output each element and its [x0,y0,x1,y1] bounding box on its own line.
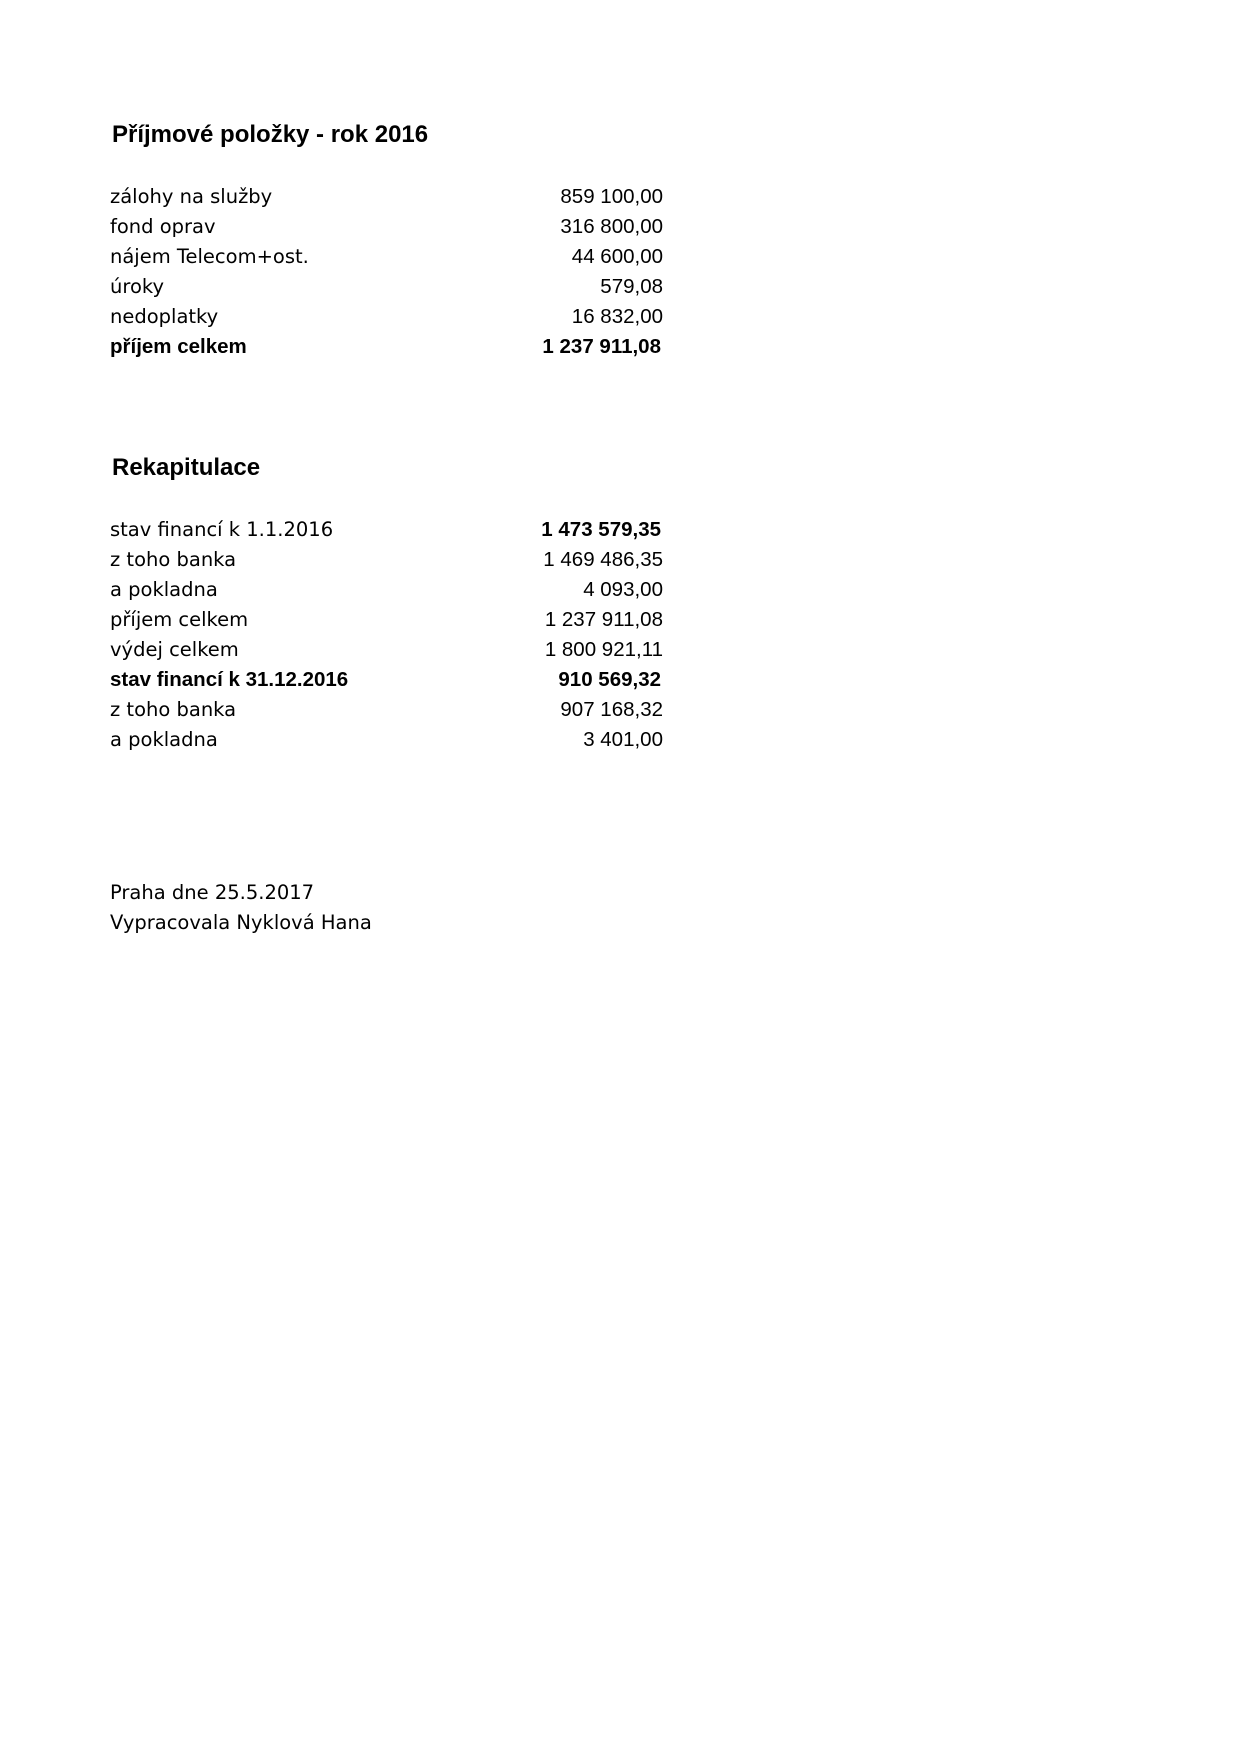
row-amount: 16 832,00 [571,305,663,328]
row-amount: 579,08 [600,275,663,298]
income-row-rent [110,242,663,272]
row-label: stav financí k 1.1.2016 [110,518,334,541]
document-footer [110,878,372,938]
row-amount: 316 800,00 [560,215,663,238]
row-amount: 3 401,00 [583,728,663,751]
income-row-repair-fund [110,212,663,242]
row-label: úroky [110,275,165,298]
row-amount: 1 800 921,11 [544,638,663,661]
prepared-by: Vypracovala Nyklová Hana [110,911,372,934]
recap-table [110,515,663,755]
income-row-advances [110,182,663,212]
row-label: stav financí k 31.12.2016 [110,668,349,691]
place-and-date: Praha dne 25.5.2017 [110,881,315,904]
recap-row-expense-total [110,635,663,665]
row-label: nájem Telecom+ost. [110,245,309,268]
recap-row-closing-bank [110,695,663,725]
recap-row-income-total [110,605,663,635]
row-amount: 1 469 486,35 [543,548,663,571]
row-label: a pokladna [110,728,218,751]
row-amount: 44 600,00 [571,245,663,268]
recap-section-title: Rekapitulace [112,454,261,481]
row-amount: 910 569,32 [558,668,661,691]
recap-row-opening-balance [110,515,663,545]
row-label: z toho banka [110,548,237,571]
row-amount: 4 093,00 [583,578,663,601]
income-row-arrears [110,302,663,332]
income-row-interest [110,272,663,302]
row-amount: 1 473 579,35 [541,518,661,541]
recap-row-closing-balance [110,665,663,695]
recap-row-closing-cash [110,725,663,755]
row-amount: 1 237 911,08 [544,608,663,631]
row-amount: 907 168,32 [560,698,663,721]
row-label: zálohy na služby [110,185,273,208]
income-section-title: Příjmové položky - rok 2016 [112,121,429,148]
row-label: a pokladna [110,578,218,601]
row-label: z toho banka [110,698,237,721]
recap-row-opening-cash [110,575,663,605]
row-amount: 859 100,00 [560,185,663,208]
recap-row-opening-bank [110,545,663,575]
row-label: fond oprav [110,215,216,238]
row-label: příjem celkem [110,335,247,358]
row-label: nedoplatky [110,305,219,328]
row-label: výdej celkem [110,638,239,661]
row-label: příjem celkem [110,608,249,631]
income-row-total [110,332,663,362]
income-table [110,182,663,362]
row-amount: 1 237 911,08 [542,335,661,358]
